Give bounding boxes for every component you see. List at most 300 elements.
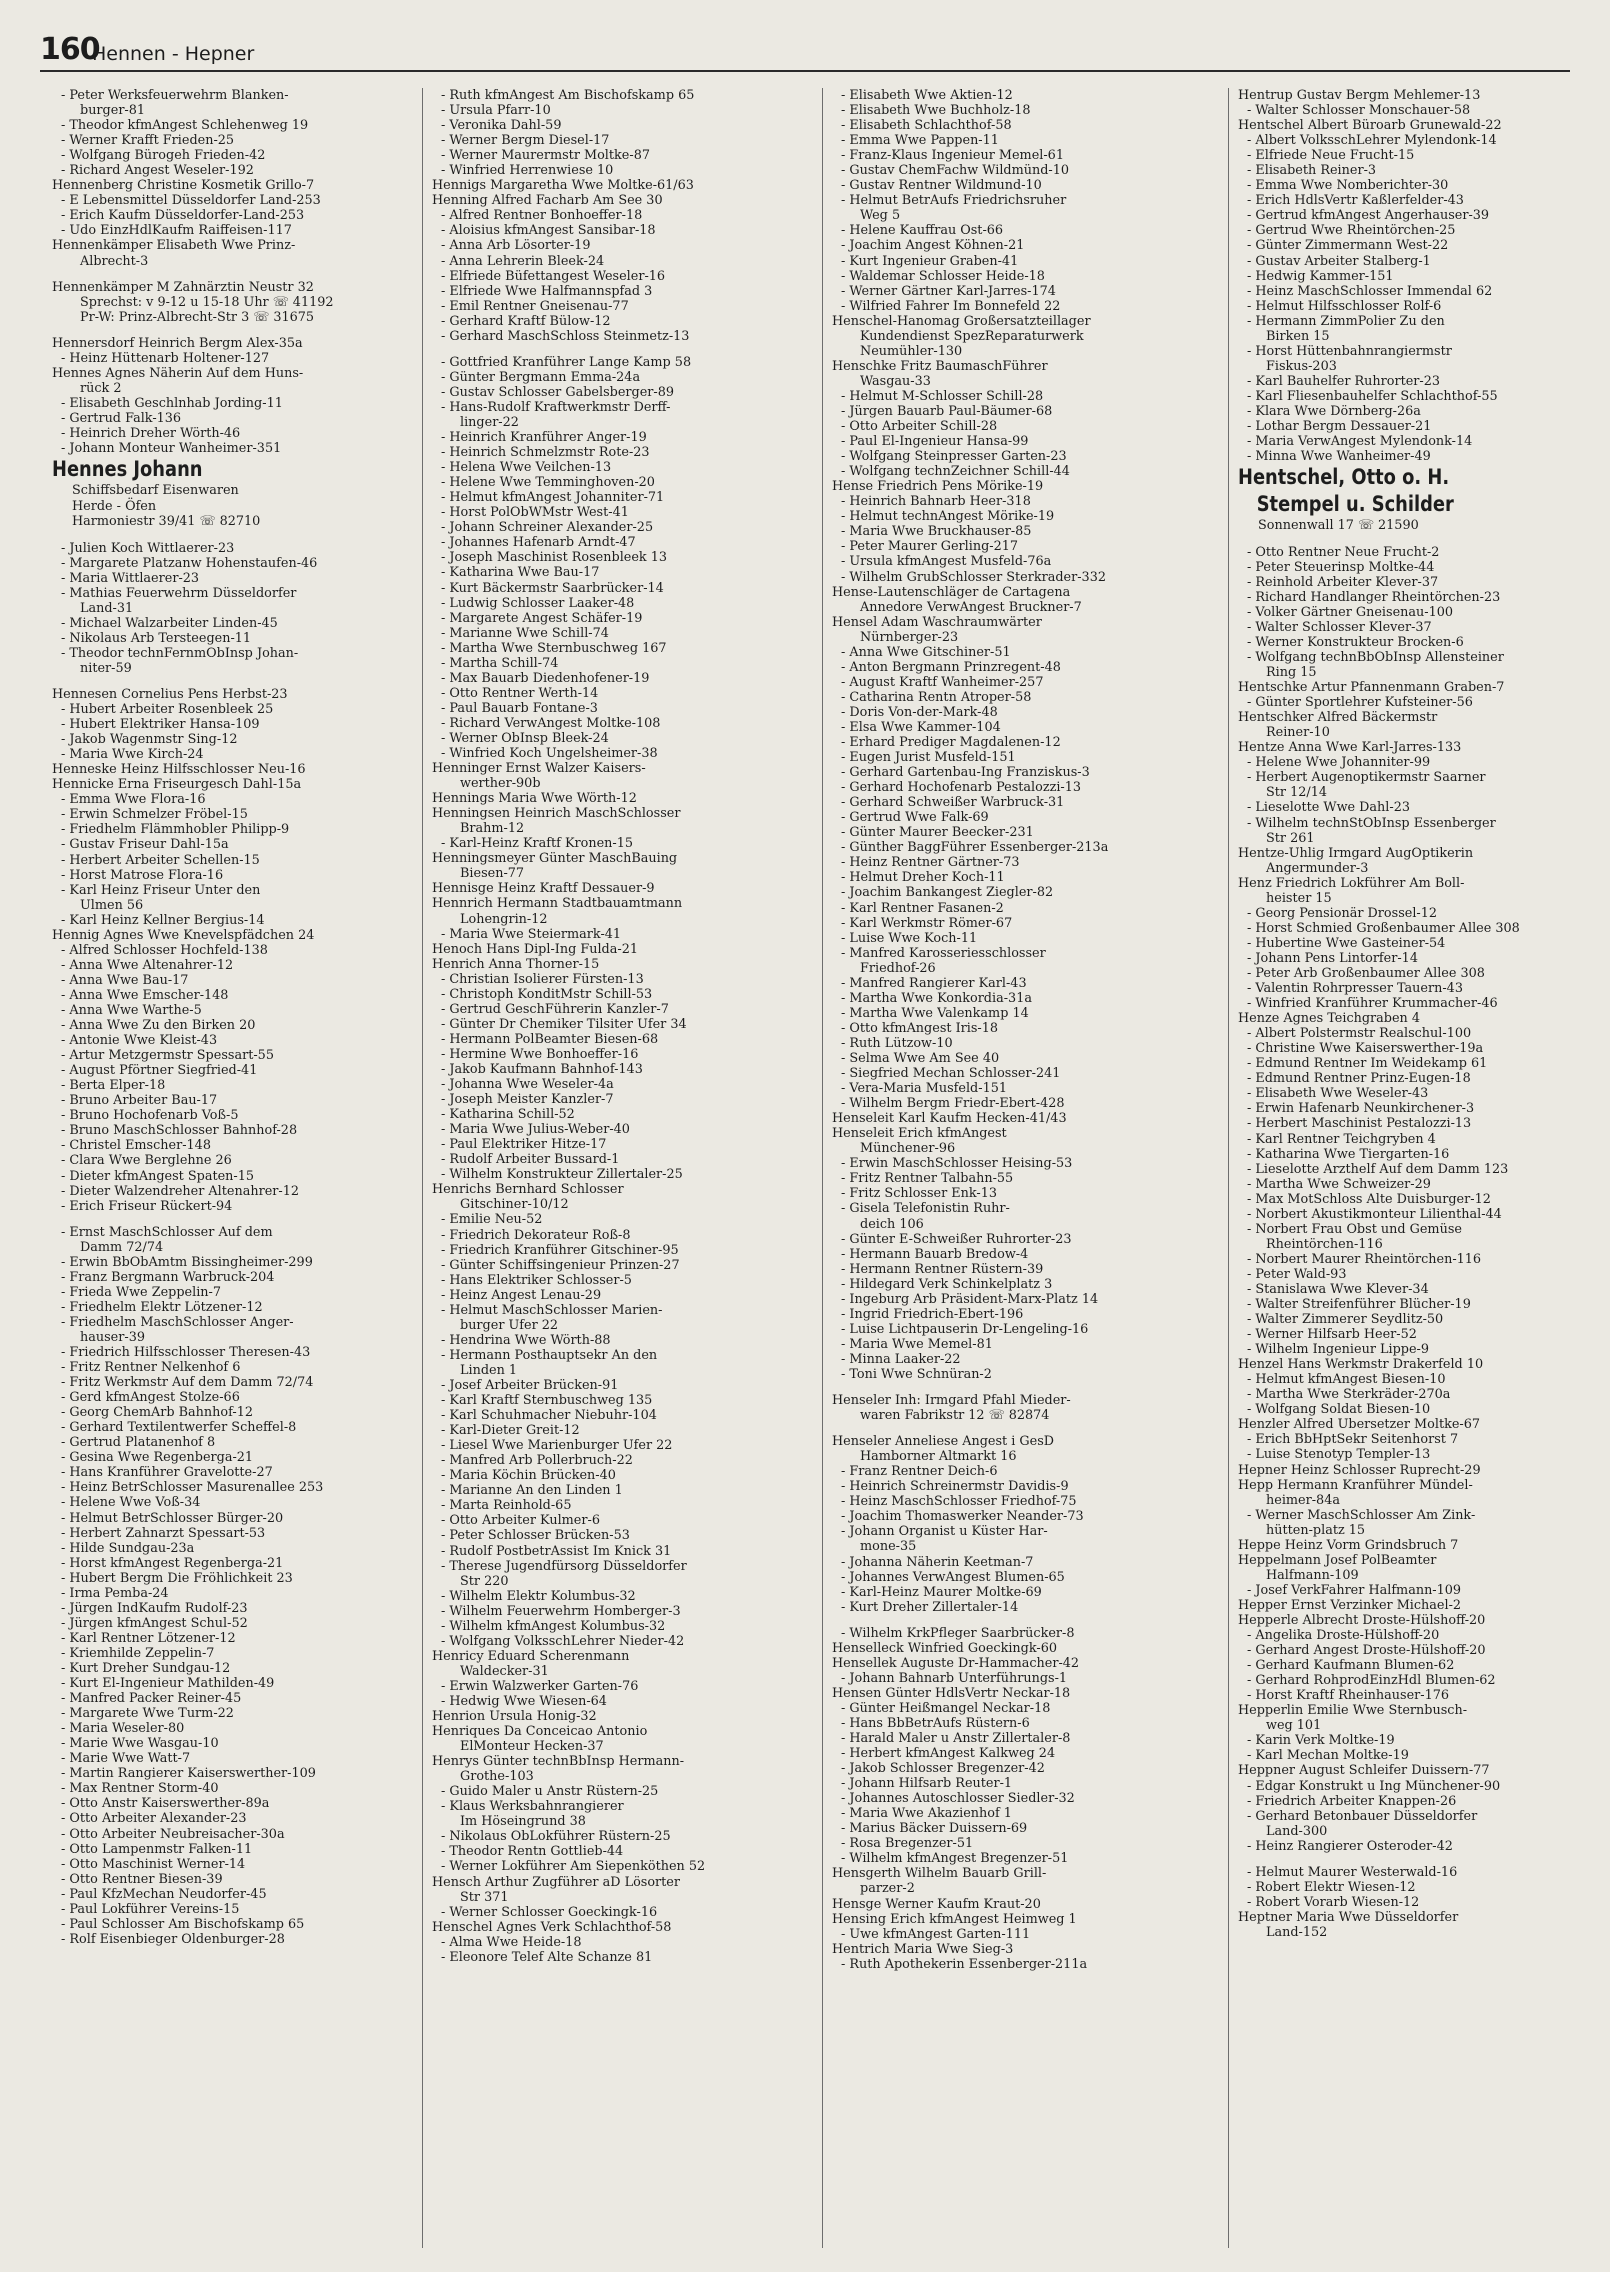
directory-entry: - Liesel Wwe Marienburger Ufer 22 bbox=[441, 1438, 673, 1454]
directory-entry: - Manfred Karosseriesschlosser bbox=[841, 945, 1046, 961]
directory-entry-continuation: Damm 72/74 bbox=[80, 1239, 164, 1255]
directory-surname-entry: Henseleit Karl Kaufm Hecken-41/43 bbox=[832, 1111, 1067, 1127]
directory-entry: - Wilhelm GrubSchlosser Sterkrader-332 bbox=[841, 569, 1106, 585]
directory-entry: - Elisabeth Wwe Buchholz-18 bbox=[841, 103, 1031, 119]
directory-entry: - Karl Heinz Kellner Bergius-14 bbox=[61, 912, 265, 928]
directory-entry: - Hildegard Verk Schinkelplatz 3 bbox=[841, 1276, 1053, 1292]
directory-entry: - Karl Bauhelfer Ruhrorter-23 bbox=[1247, 373, 1441, 389]
directory-entry: - Otto Rentner Werth-14 bbox=[441, 685, 599, 701]
directory-entry: - Wilfried Fahrer Im Bonnefeld 22 bbox=[841, 298, 1061, 314]
directory-entry: - Elisabeth Wwe Weseler-43 bbox=[1247, 1086, 1429, 1102]
directory-entry: - Maria Wittlaerer-23 bbox=[61, 570, 200, 586]
directory-entry: - Gertrud Wwe Rheintörchen-25 bbox=[1247, 223, 1456, 239]
directory-entry: - Mathias Feuerwehrm Düsseldorfer bbox=[61, 585, 297, 601]
directory-surname-entry: Henriques Da Conceicao Antonio bbox=[432, 1724, 648, 1740]
directory-entry: - Hermann Rentner Rüstern-39 bbox=[841, 1261, 1044, 1277]
directory-entry: - Fritz Schlosser Enk-13 bbox=[841, 1186, 998, 1202]
directory-surname-entry: Hennenberg Christine Kosmetik Grillo-7 bbox=[52, 178, 315, 194]
directory-entry: - Walter Schlosser Klever-37 bbox=[1247, 619, 1432, 635]
directory-entry: - Maria VerwAngest Mylendonk-14 bbox=[1247, 434, 1473, 450]
directory-entry-continuation: Brahm-12 bbox=[460, 821, 525, 837]
directory-surname-entry: Hensge Werner Kaufm Kraut-20 bbox=[832, 1896, 1041, 1912]
directory-entry: - Georg ChemArb Bahnhof-12 bbox=[61, 1405, 253, 1421]
directory-entry: - Aloisius kfmAngest Sansibar-18 bbox=[441, 223, 656, 239]
directory-entry: - Hedwig Kammer-151 bbox=[1247, 268, 1394, 284]
directory-entry: - Norbert Maurer Rheintörchen-116 bbox=[1247, 1251, 1482, 1267]
directory-entry: - Gertrud Platanenhof 8 bbox=[61, 1435, 216, 1451]
directory-entry: - Werner MaschSchlosser Am Zink- bbox=[1247, 1507, 1476, 1523]
directory-entry: - Lothar Bergm Dessauer-21 bbox=[1247, 419, 1432, 435]
directory-entry: - Wilhelm Feuerwehrm Homberger-3 bbox=[441, 1603, 681, 1619]
directory-entry: - Peter Arb Großenbaumer Allee 308 bbox=[1247, 965, 1485, 981]
directory-entry: - Emma Wwe Nomberichter-30 bbox=[1247, 178, 1449, 194]
directory-entry: - Jürgen Bauarb Paul-Bäumer-68 bbox=[841, 403, 1053, 419]
directory-entry: - Gustav Schlosser Gabelsberger-89 bbox=[441, 384, 675, 400]
directory-entry: - Gustav ChemFachw Wildmünd-10 bbox=[841, 163, 1070, 179]
directory-entry: - Martha Wwe Valenkamp 14 bbox=[841, 1005, 1029, 1021]
directory-entry: - Richard Handlanger Rheintörchen-23 bbox=[1247, 589, 1501, 605]
directory-entry: - Walter Streifenführer Blücher-19 bbox=[1247, 1297, 1471, 1313]
column-divider bbox=[1228, 88, 1229, 2248]
directory-entry-continuation: Sprechst: v 9-12 u 15-18 Uhr ☏ 41192 bbox=[80, 294, 334, 310]
directory-entry: - Herbert Maschinist Pestalozzi-13 bbox=[1247, 1116, 1472, 1132]
directory-entry: - Emma Wwe Flora-16 bbox=[61, 792, 206, 808]
directory-entry: - Ruth kfmAngest Am Bischofskamp 65 bbox=[441, 88, 695, 103]
directory-surname-entry: Henseler Anneliese Angest i GesD bbox=[832, 1434, 1055, 1450]
directory-entry: - Minna Laaker-22 bbox=[841, 1351, 961, 1367]
directory-entry: - Joseph Maschinist Rosenbleek 13 bbox=[441, 550, 668, 566]
directory-entry: - Josef VerkFahrer Halfmann-109 bbox=[1247, 1582, 1462, 1598]
directory-entry: - Hedwig Wwe Wiesen-64 bbox=[441, 1693, 607, 1709]
directory-entry: - Maria Wwe Bruckhauser-85 bbox=[841, 524, 1032, 540]
directory-entry: - Martha Wwe Sterkräder-270a bbox=[1247, 1387, 1451, 1403]
directory-entry-continuation: mone-35 bbox=[860, 1539, 917, 1555]
directory-entry: - Johann Pens Lintorfer-14 bbox=[1247, 950, 1418, 966]
directory-entry: - Jakob Schlosser Bregenzer-42 bbox=[841, 1761, 1045, 1777]
directory-entry: - Heinrich Kranführer Anger-19 bbox=[441, 430, 647, 446]
directory-entry-continuation: Reiner-10 bbox=[1266, 725, 1330, 741]
directory-entry: - Gisela Telefonistin Ruhr- bbox=[841, 1201, 1010, 1217]
directory-entry: - Otto Arbeiter Alexander-23 bbox=[61, 1811, 247, 1827]
advertisement-heading: Stempel u. Schilder bbox=[1256, 492, 1454, 517]
directory-entry: - Wilhelm Ingenieur Lippe-9 bbox=[1247, 1342, 1430, 1358]
directory-entry: - Heinz MaschSchlosser Immendal 62 bbox=[1247, 283, 1493, 299]
directory-entry: - Norbert Akustikmonteur Lilienthal-44 bbox=[1247, 1206, 1502, 1222]
directory-entry: - Christel Emscher-148 bbox=[61, 1138, 211, 1154]
directory-entry-continuation: burger-81 bbox=[80, 103, 146, 119]
directory-entry: - Albert VolksschLehrer Mylendonk-14 bbox=[1247, 133, 1497, 149]
directory-surname-entry: Henzler Alfred Übersetzer Moltke-67 bbox=[1238, 1417, 1481, 1433]
directory-entry: - Gerhard Schweißer Warbruck-31 bbox=[841, 795, 1065, 811]
directory-entry-continuation: Str 12/14 bbox=[1266, 785, 1327, 801]
directory-entry: - Johann Bahnarb Unterführungs-1 bbox=[841, 1670, 1068, 1686]
directory-entry: - Paul El-Ingenieur Hansa-99 bbox=[841, 434, 1029, 450]
directory-entry-continuation: Str 261 bbox=[1266, 830, 1315, 846]
directory-entry: - Edmund Rentner Prinz-Eugen-18 bbox=[1247, 1071, 1471, 1087]
directory-entry: - Gertrud Wwe Falk-69 bbox=[841, 810, 989, 826]
directory-entry: - Wolfgang VolksschLehrer Nieder-42 bbox=[441, 1633, 685, 1649]
directory-entry: - Manfred Rangierer Karl-43 bbox=[841, 975, 1027, 991]
directory-entry: - Heinrich Schmelzmstr Rote-23 bbox=[441, 445, 650, 461]
directory-entry-continuation: Pr-W: Prinz-Albrecht-Str 3 ☏ 31675 bbox=[80, 309, 315, 325]
advertisement-detail: Sonnenwall 17 ☏ 21590 bbox=[1258, 518, 1419, 534]
directory-entry: - Günter E-Schweißer Ruhrorter-23 bbox=[841, 1231, 1072, 1247]
directory-entry: - August Pförtner Siegfried-41 bbox=[61, 1063, 258, 1079]
directory-entry: - Edmund Rentner Im Weidekamp 61 bbox=[1247, 1056, 1488, 1072]
directory-entry: - Ruth Apothekerin Essenberger-211a bbox=[841, 1956, 1088, 1972]
directory-entry: - Helmut kfmAngest Biesen-10 bbox=[1247, 1372, 1446, 1388]
advertisement-detail: Herde - Öfen bbox=[72, 498, 157, 514]
directory-entry: - Hans BbBetrAufs Rüstern-6 bbox=[841, 1715, 1030, 1731]
directory-entry: - Hermann PolBeamter Biesen-68 bbox=[441, 1031, 659, 1047]
directory-surname-entry: Hennersdorf Heinrich Bergm Alex-35a bbox=[52, 335, 303, 351]
directory-entry: - Maria Köchin Brücken-40 bbox=[441, 1468, 616, 1484]
directory-surname-entry: Henzel Hans Werkmstr Drakerfeld 10 bbox=[1238, 1357, 1484, 1373]
directory-surname-entry: Hentschke Artur Pfannenmann Graben-7 bbox=[1238, 680, 1505, 696]
directory-entry: - Winfried Herrenwiese 10 bbox=[441, 163, 614, 179]
directory-entry: - Udo EinzHdlKaufm Raiffeisen-117 bbox=[61, 223, 292, 239]
directory-entry: - Theodor Rentn Gottlieb-44 bbox=[441, 1844, 624, 1860]
directory-entry: - Johannes Autoschlosser Siedler-32 bbox=[841, 1791, 1075, 1807]
directory-entry: - Gerhard Textilentwerfer Scheffel-8 bbox=[61, 1420, 297, 1436]
directory-entry: - Herbert kfmAngest Kalkweg 24 bbox=[841, 1746, 1056, 1762]
directory-entry: - Helene Wwe Johanniter-99 bbox=[1247, 755, 1431, 771]
directory-entry: - Peter Maurer Gerling-217 bbox=[841, 539, 1019, 555]
directory-entry: - Kriemhilde Zeppelin-7 bbox=[61, 1645, 215, 1661]
directory-surname-entry: Henseleit Erich kfmAngest bbox=[832, 1126, 1007, 1142]
directory-entry: - Hubert Arbeiter Rosenbleek 25 bbox=[61, 702, 274, 718]
directory-entry: - Georg Pensionär Drossel-12 bbox=[1247, 905, 1438, 921]
directory-entry: - Wolfgang Steinpresser Garten-23 bbox=[841, 449, 1067, 465]
directory-entry: - Katharina Wwe Tiergarten-16 bbox=[1247, 1146, 1450, 1162]
directory-surname-entry: Henz Friedrich Lokführer Am Boll- bbox=[1238, 875, 1465, 891]
directory-entry-continuation: Hamborner Altmarkt 16 bbox=[860, 1449, 1017, 1465]
directory-entry: - Clara Wwe Berglehne 26 bbox=[61, 1153, 232, 1169]
directory-entry-continuation: ElMonteur Hecken-37 bbox=[460, 1739, 604, 1755]
directory-columns bbox=[40, 88, 1570, 2248]
directory-entry: - Wolfgang technZeichner Schill-44 bbox=[841, 464, 1070, 480]
directory-entry: - Werner Bergm Diesel-17 bbox=[441, 133, 610, 149]
directory-entry: - Luise Stenotyp Templer-13 bbox=[1247, 1447, 1431, 1463]
directory-surname-entry: Henrys Günter technBbInsp Hermann- bbox=[432, 1754, 685, 1770]
spacer bbox=[1238, 534, 1570, 545]
directory-entry-continuation: Land-31 bbox=[80, 600, 134, 616]
directory-entry: - Luise Lichtpauserin Dr-Lengeling-16 bbox=[841, 1321, 1089, 1337]
directory-entry-continuation: werther-90b bbox=[460, 776, 541, 792]
spacer bbox=[832, 1615, 1222, 1626]
directory-surname-entry: Heptner Maria Wwe Düsseldorfer bbox=[1238, 1909, 1459, 1925]
directory-surname-entry: Heppner August Schleifer Duissern-77 bbox=[1238, 1763, 1490, 1779]
directory-entry: - Elisabeth Wwe Aktien-12 bbox=[841, 88, 1013, 103]
directory-entry: - Luise Wwe Koch-11 bbox=[841, 930, 978, 946]
directory-entry: - Peter Schlosser Brücken-53 bbox=[441, 1528, 630, 1544]
directory-entry: - Elfriede Büfettangest Weseler-16 bbox=[441, 268, 666, 284]
directory-entry: - Max MotSchloss Alte Duisburger-12 bbox=[1247, 1191, 1491, 1207]
directory-entry: - Joachim Bankangest Ziegler-82 bbox=[841, 885, 1054, 901]
column-divider bbox=[822, 88, 823, 2248]
directory-entry: - Eleonore Telef Alte Schanze 81 bbox=[441, 1949, 653, 1965]
directory-entry-continuation: Nürnberger-23 bbox=[860, 629, 959, 645]
directory-entry: - Friedhelm Elektr Lötzener-12 bbox=[61, 1299, 263, 1315]
directory-entry: - Selma Wwe Am See 40 bbox=[841, 1051, 1000, 1066]
directory-entry: - Horst PolObWMstr West-41 bbox=[441, 505, 629, 521]
directory-entry: - Fritz Rentner Talbahn-55 bbox=[841, 1171, 1014, 1187]
directory-entry: - Günter Sportlehrer Kufsteiner-56 bbox=[1247, 695, 1473, 711]
directory-surname-entry: Hensch Arthur Zugführer aD Lösorter bbox=[432, 1874, 680, 1890]
directory-surname-entry: Henselleck Winfried Goeckingk-60 bbox=[832, 1640, 1057, 1656]
directory-entry: - Johann Hilfsarb Reuter-1 bbox=[841, 1776, 1013, 1792]
directory-entry: - Maria Wwe Akazienhof 1 bbox=[841, 1806, 1012, 1822]
directory-entry: - Doris Von-der-Mark-48 bbox=[841, 704, 998, 720]
spacer bbox=[52, 530, 412, 541]
directory-entry: - Karl Schuhmacher Niebuhr-104 bbox=[441, 1408, 657, 1424]
directory-entry: - Erwin BbObAmtm Bissingheimer-299 bbox=[61, 1254, 313, 1270]
directory-entry: - Emilie Neu-52 bbox=[441, 1212, 543, 1228]
directory-entry: - Marie Wwe Watt-7 bbox=[61, 1751, 191, 1767]
directory-surname-entry: Henning Alfred Facharb Am See 30 bbox=[432, 193, 663, 209]
directory-entry: - Ernst MaschSchlosser Auf dem bbox=[61, 1224, 273, 1240]
directory-surname-entry: Henrich Anna Thorner-15 bbox=[432, 956, 600, 972]
directory-entry-continuation: burger Ufer 22 bbox=[460, 1317, 559, 1333]
directory-entry: - Elfriede Neue Frucht-15 bbox=[1247, 148, 1415, 164]
directory-entry: - Wilhelm Elektr Kolumbus-32 bbox=[441, 1588, 636, 1604]
directory-entry: - Kurt Bäckermstr Saarbrücker-14 bbox=[441, 580, 664, 596]
directory-entry: - Herbert Augenoptikermstr Saarner bbox=[1247, 770, 1486, 786]
directory-surname-entry: Hentschel Albert Büroarb Grunewald-22 bbox=[1238, 118, 1502, 134]
directory-entry: - Otto Arbeiter Neubreisacher-30a bbox=[61, 1826, 285, 1842]
directory-entry: - Frieda Wwe Zeppelin-7 bbox=[61, 1284, 222, 1300]
directory-entry: - Werner Schlosser Goeckingk-16 bbox=[441, 1904, 658, 1920]
spacer bbox=[832, 1382, 1222, 1393]
directory-entry: - Maria Wwe Memel-81 bbox=[841, 1336, 993, 1352]
directory-surname-entry: Hepperlin Emilie Wwe Sternbusch- bbox=[1238, 1703, 1468, 1719]
directory-entry: - Karl Rentner Teichgryben 4 bbox=[1247, 1131, 1436, 1147]
directory-surname-entry: Hentze Anna Wwe Karl-Jarres-133 bbox=[1238, 740, 1462, 756]
directory-entry: - Helene Wwe Voß-34 bbox=[61, 1495, 201, 1511]
directory-entry: - Kurt Dreher Zillertaler-14 bbox=[841, 1599, 1019, 1615]
page-header bbox=[40, 30, 1570, 72]
directory-entry: - Werner ObInsp Bleek-24 bbox=[441, 730, 609, 746]
directory-surname-entry: Hepp Hermann Kranführer Mündel- bbox=[1238, 1477, 1473, 1493]
directory-entry: - Gesina Wwe Regenberga-21 bbox=[61, 1450, 254, 1466]
directory-entry: - Karl Heinz Friseur Unter den bbox=[61, 882, 261, 898]
directory-entry-continuation: Rheintörchen-116 bbox=[1266, 1236, 1383, 1252]
directory-entry: - Horst Schmied Großenbaumer Allee 308 bbox=[1247, 920, 1520, 936]
spacer bbox=[52, 325, 412, 336]
directory-surname-entry: Hepper Ernst Verzinker Michael-2 bbox=[1238, 1597, 1462, 1613]
directory-entry: - Dieter Walzendreher Altenahrer-12 bbox=[61, 1183, 299, 1199]
directory-surname-entry: Hentrich Maria Wwe Sieg-3 bbox=[832, 1941, 1014, 1957]
directory-surname-entry: Hennrich Hermann Stadtbauamtmann bbox=[432, 896, 683, 912]
directory-entry: - Winfried Koch Ungelsheimer-38 bbox=[441, 746, 658, 762]
directory-entry: - Wilhelm Bergm Friedr-Ebert-428 bbox=[841, 1096, 1065, 1112]
directory-entry: - Elisabeth Schlachthof-58 bbox=[841, 118, 1012, 134]
directory-entry: - Helene Wwe Temminghoven-20 bbox=[441, 475, 655, 491]
directory-surname-entry: Henschel Agnes Verk Schlachthof-58 bbox=[432, 1919, 672, 1935]
directory-entry: - Fritz Rentner Nelkenhof 6 bbox=[61, 1360, 241, 1376]
column-3 bbox=[832, 88, 1222, 2248]
spacer bbox=[432, 344, 812, 355]
directory-entry: - Werner Hilfsarb Heer-52 bbox=[1247, 1327, 1417, 1343]
directory-entry: - Friedhelm Flämmhobler Philipp-9 bbox=[61, 822, 290, 838]
directory-entry: - Maria Wwe Kirch-24 bbox=[61, 747, 204, 763]
directory-entry: - Elfriede Wwe Halfmannspfad 3 bbox=[441, 283, 653, 299]
directory-entry: - Otto kfmAngest Iris-18 bbox=[841, 1020, 999, 1036]
directory-entry: - Günter Schiffsingenieur Prinzen-27 bbox=[441, 1257, 680, 1273]
directory-entry: - Karl Rentner Fasanen-2 bbox=[841, 900, 1004, 916]
advertisement-detail: Harmoniestr 39/41 ☏ 82710 bbox=[72, 514, 261, 530]
directory-surname-entry: Hennigs Margaretha Wwe Moltke-61/63 bbox=[432, 178, 694, 194]
directory-entry: - Friedrich Arbeiter Knappen-26 bbox=[1247, 1793, 1457, 1809]
directory-entry: - Horst Hüttenbahnrangiermstr bbox=[1247, 343, 1452, 359]
directory-entry: - Margarete Platzanw Hohenstaufen-46 bbox=[61, 555, 318, 571]
directory-entry: - Marius Bäcker Duissern-69 bbox=[841, 1821, 1028, 1837]
directory-entry-continuation: Str 220 bbox=[460, 1573, 509, 1589]
directory-entry: - Emma Wwe Pappen-11 bbox=[841, 133, 999, 149]
directory-entry: - Paul KfzMechan Neudorfer-45 bbox=[61, 1886, 267, 1902]
directory-entry: - Anna Wwe Altenahrer-12 bbox=[61, 957, 234, 973]
directory-entry: - Albert Polstermstr Realschul-100 bbox=[1247, 1026, 1472, 1042]
directory-entry: - Erwin Hafenarb Neunkirchener-3 bbox=[1247, 1101, 1475, 1117]
directory-entry: - Helene Kauffrau Ost-66 bbox=[841, 223, 1004, 239]
directory-entry: - Maria Wwe Julius-Weber-40 bbox=[441, 1122, 630, 1138]
directory-entry: - Joachim Thomaswerker Neander-73 bbox=[841, 1509, 1084, 1525]
directory-entry: - Herbert Zahnarzt Spessart-53 bbox=[61, 1525, 266, 1541]
page-number: 160 bbox=[40, 32, 100, 67]
directory-entry: - Gerhard Angest Droste-Hülshoff-20 bbox=[1247, 1643, 1486, 1659]
directory-entry: - Gerhard Hochofenarb Pestalozzi-13 bbox=[841, 780, 1082, 796]
directory-entry: - Katharina Wwe Bau-17 bbox=[441, 565, 600, 581]
directory-entry: - Valentin Rohrpresser Tauern-43 bbox=[1247, 981, 1463, 997]
directory-surname-entry: Hensel Adam Waschraumwärter bbox=[832, 614, 1042, 630]
directory-entry-continuation: Linden 1 bbox=[460, 1362, 518, 1378]
directory-entry: - Otto Arbeiter Kulmer-6 bbox=[441, 1513, 600, 1529]
directory-entry: - Anna Arb Lösorter-19 bbox=[441, 238, 591, 254]
directory-entry: - Wilhelm kfmAngest Bregenzer-51 bbox=[841, 1851, 1069, 1867]
directory-entry: - Anton Bergmann Prinzregent-48 bbox=[841, 659, 1061, 675]
directory-entry: - Siegfried Mechan Schlosser-241 bbox=[841, 1066, 1061, 1082]
directory-entry-continuation: Im Höseingrund 38 bbox=[460, 1814, 586, 1830]
advertisement-heading: Hennes Johann bbox=[52, 457, 203, 482]
directory-surname-entry: Hennenkämper Elisabeth Wwe Prinz- bbox=[52, 238, 296, 254]
directory-entry: - Anna Wwe Emscher-148 bbox=[61, 987, 229, 1003]
directory-entry: - Joachim Angest Köhnen-21 bbox=[841, 238, 1025, 254]
directory-entry: - Marianne Wwe Schill-74 bbox=[441, 625, 609, 641]
directory-entry-continuation: Weg 5 bbox=[860, 208, 901, 224]
directory-entry: - Hermann Bauarb Bredow-4 bbox=[841, 1246, 1029, 1262]
directory-entry: - Werner Gärtner Karl-Jarres-174 bbox=[841, 283, 1056, 299]
directory-surname-entry: Hentschker Alfred Bäckermstr bbox=[1238, 710, 1438, 726]
directory-entry: - Johann Monteur Wanheimer-351 bbox=[61, 441, 282, 457]
directory-entry: - Kurt Ingenieur Graben-41 bbox=[841, 253, 1019, 269]
directory-entry: - Heinz Hüttenarb Holtener-127 bbox=[61, 350, 270, 366]
page-range: Hennen - Hepner bbox=[92, 43, 255, 65]
directory-entry: - Günter Dr Chemiker Tilsiter Ufer 34 bbox=[441, 1016, 687, 1032]
directory-entry: - Max Bauarb Diedenhofener-19 bbox=[441, 670, 650, 686]
directory-entry: - Therese Jugendfürsorg Düsseldorfer bbox=[441, 1558, 687, 1574]
directory-entry: - Heinz Rentner Gärtner-73 bbox=[841, 855, 1020, 871]
directory-entry: - Rolf Eisenbieger Oldenburger-28 bbox=[61, 1931, 285, 1947]
directory-entry-continuation: linger-22 bbox=[460, 414, 519, 430]
directory-entry: - Gottfried Kranführer Lange Kamp 58 bbox=[441, 354, 692, 370]
directory-entry: - Günter Zimmermann West-22 bbox=[1247, 238, 1449, 254]
directory-entry: - Gerhard Betonbauer Düsseldorfer bbox=[1247, 1808, 1478, 1824]
directory-entry-continuation: Gitschiner-10/12 bbox=[460, 1197, 569, 1213]
directory-entry: - Franz-Klaus Ingenieur Memel-61 bbox=[841, 148, 1064, 164]
directory-entry: - Gustav Arbeiter Stalberg-1 bbox=[1247, 253, 1431, 269]
directory-entry: - Heinz Rangierer Osteroder-42 bbox=[1247, 1838, 1453, 1854]
directory-entry: - Hubert Bergm Die Fröhlichkeit 23 bbox=[61, 1570, 293, 1586]
directory-entry: - Christoph KonditMstr Schill-53 bbox=[441, 986, 653, 1002]
directory-entry-continuation: Neumühler-130 bbox=[860, 343, 963, 359]
directory-entry: - Kurt Dreher Sundgau-12 bbox=[61, 1661, 231, 1676]
directory-entry: - Marie Wwe Wasgau-10 bbox=[61, 1736, 219, 1752]
directory-surname-entry: Henseler Inh: Irmgard Pfahl Mieder- bbox=[832, 1393, 1071, 1409]
directory-entry: - Veronika Dahl-59 bbox=[441, 118, 562, 134]
directory-entry: - Volker Gärtner Gneisenau-100 bbox=[1247, 604, 1454, 620]
directory-entry: - Günter Heißmangel Neckar-18 bbox=[841, 1700, 1051, 1716]
directory-entry-continuation: niter-59 bbox=[80, 660, 132, 676]
directory-surname-entry: Hense Friedrich Pens Mörike-19 bbox=[832, 479, 1044, 495]
directory-entry: - Richard VerwAngest Moltke-108 bbox=[441, 715, 661, 731]
spacer bbox=[1238, 1854, 1570, 1865]
directory-entry: - Reinhold Arbeiter Klever-37 bbox=[1247, 574, 1439, 590]
directory-surname-entry: Hennicke Erna Friseurgesch Dahl-15a bbox=[52, 777, 302, 793]
directory-surname-entry: Hentrup Gustav Bergm Mehlemer-13 bbox=[1238, 88, 1481, 103]
directory-entry: - Marta Reinhold-65 bbox=[441, 1498, 572, 1514]
directory-entry: - Erich Friseur Rückert-94 bbox=[61, 1198, 233, 1214]
directory-surname-entry: Henschke Fritz BaumaschFührer bbox=[832, 358, 1048, 374]
directory-entry: - Peter Wald-93 bbox=[1247, 1266, 1347, 1282]
directory-entry: - Anna Lehrerin Bleek-24 bbox=[441, 253, 605, 269]
directory-entry: - Lieselotte Wwe Dahl-23 bbox=[1247, 800, 1410, 816]
directory-entry: - Karl-Dieter Greit-12 bbox=[441, 1423, 580, 1439]
directory-entry-continuation: heister 15 bbox=[1266, 890, 1332, 906]
directory-entry: - Bruno Hochofenarb Voß-5 bbox=[61, 1108, 239, 1124]
directory-entry: - Gerhard MaschSchloss Steinmetz-13 bbox=[441, 328, 690, 344]
directory-entry: - Erich BbHptSekr Seitenhorst 7 bbox=[1247, 1432, 1459, 1448]
directory-entry: - Anna Wwe Bau-17 bbox=[61, 972, 189, 988]
directory-entry-continuation: Fiskus-203 bbox=[1266, 358, 1337, 374]
directory-entry: - Nikolaus Arb Tersteegen-11 bbox=[61, 630, 252, 646]
directory-entry: - Hubert Elektriker Hansa-109 bbox=[61, 717, 260, 733]
directory-entry: - Hans Kranführer Gravelotte-27 bbox=[61, 1465, 273, 1481]
directory-entry: - Hilde Sundgau-23a bbox=[61, 1540, 195, 1556]
directory-entry: - Lieselotte Arzthelf Auf dem Damm 123 bbox=[1247, 1161, 1509, 1177]
directory-entry: - Heinz MaschSchlosser Friedhof-75 bbox=[841, 1494, 1077, 1510]
directory-entry: - Anna Wwe Zu den Birken 20 bbox=[61, 1018, 256, 1034]
directory-entry: - Winfried Kranführer Krummacher-46 bbox=[1247, 996, 1498, 1012]
spacer bbox=[52, 269, 412, 280]
directory-entry: - Anna Wwe Gitschiner-51 bbox=[841, 644, 1011, 660]
directory-entry: - Jürgen IndKaufm Rudolf-23 bbox=[61, 1600, 248, 1616]
directory-entry: - Paul Bauarb Fontane-3 bbox=[441, 700, 598, 716]
directory-entry: - Alma Wwe Heide-18 bbox=[441, 1934, 582, 1950]
directory-entry: - Ingeburg Arb Präsident-Marx-Platz 14 bbox=[841, 1291, 1099, 1307]
directory-entry-continuation: Birken 15 bbox=[1266, 328, 1330, 344]
directory-entry: - Heinz Angest Lenau-29 bbox=[441, 1287, 602, 1303]
directory-entry: - Elsa Wwe Kammer-104 bbox=[841, 719, 1001, 735]
directory-surname-entry: Heppe Heinz Vorm Grindsbruch 7 bbox=[1238, 1537, 1459, 1553]
directory-entry-continuation: rück 2 bbox=[80, 380, 122, 396]
directory-entry: - Jakob Kaufmann Bahnhof-143 bbox=[441, 1062, 643, 1077]
directory-entry: - Edgar Konstrukt u Ing Münchener-90 bbox=[1247, 1778, 1501, 1794]
directory-entry: - Peter Werksfeuerwehrm Blanken- bbox=[61, 88, 289, 103]
directory-entry: - Richard Angest Weseler-192 bbox=[61, 163, 254, 179]
directory-entry: - Martha Schill-74 bbox=[441, 655, 559, 671]
directory-entry: - Helmut M-Schlosser Schill-28 bbox=[841, 388, 1044, 404]
directory-surname-entry: Henoch Hans Dipl-Ing Fulda-21 bbox=[432, 941, 638, 957]
